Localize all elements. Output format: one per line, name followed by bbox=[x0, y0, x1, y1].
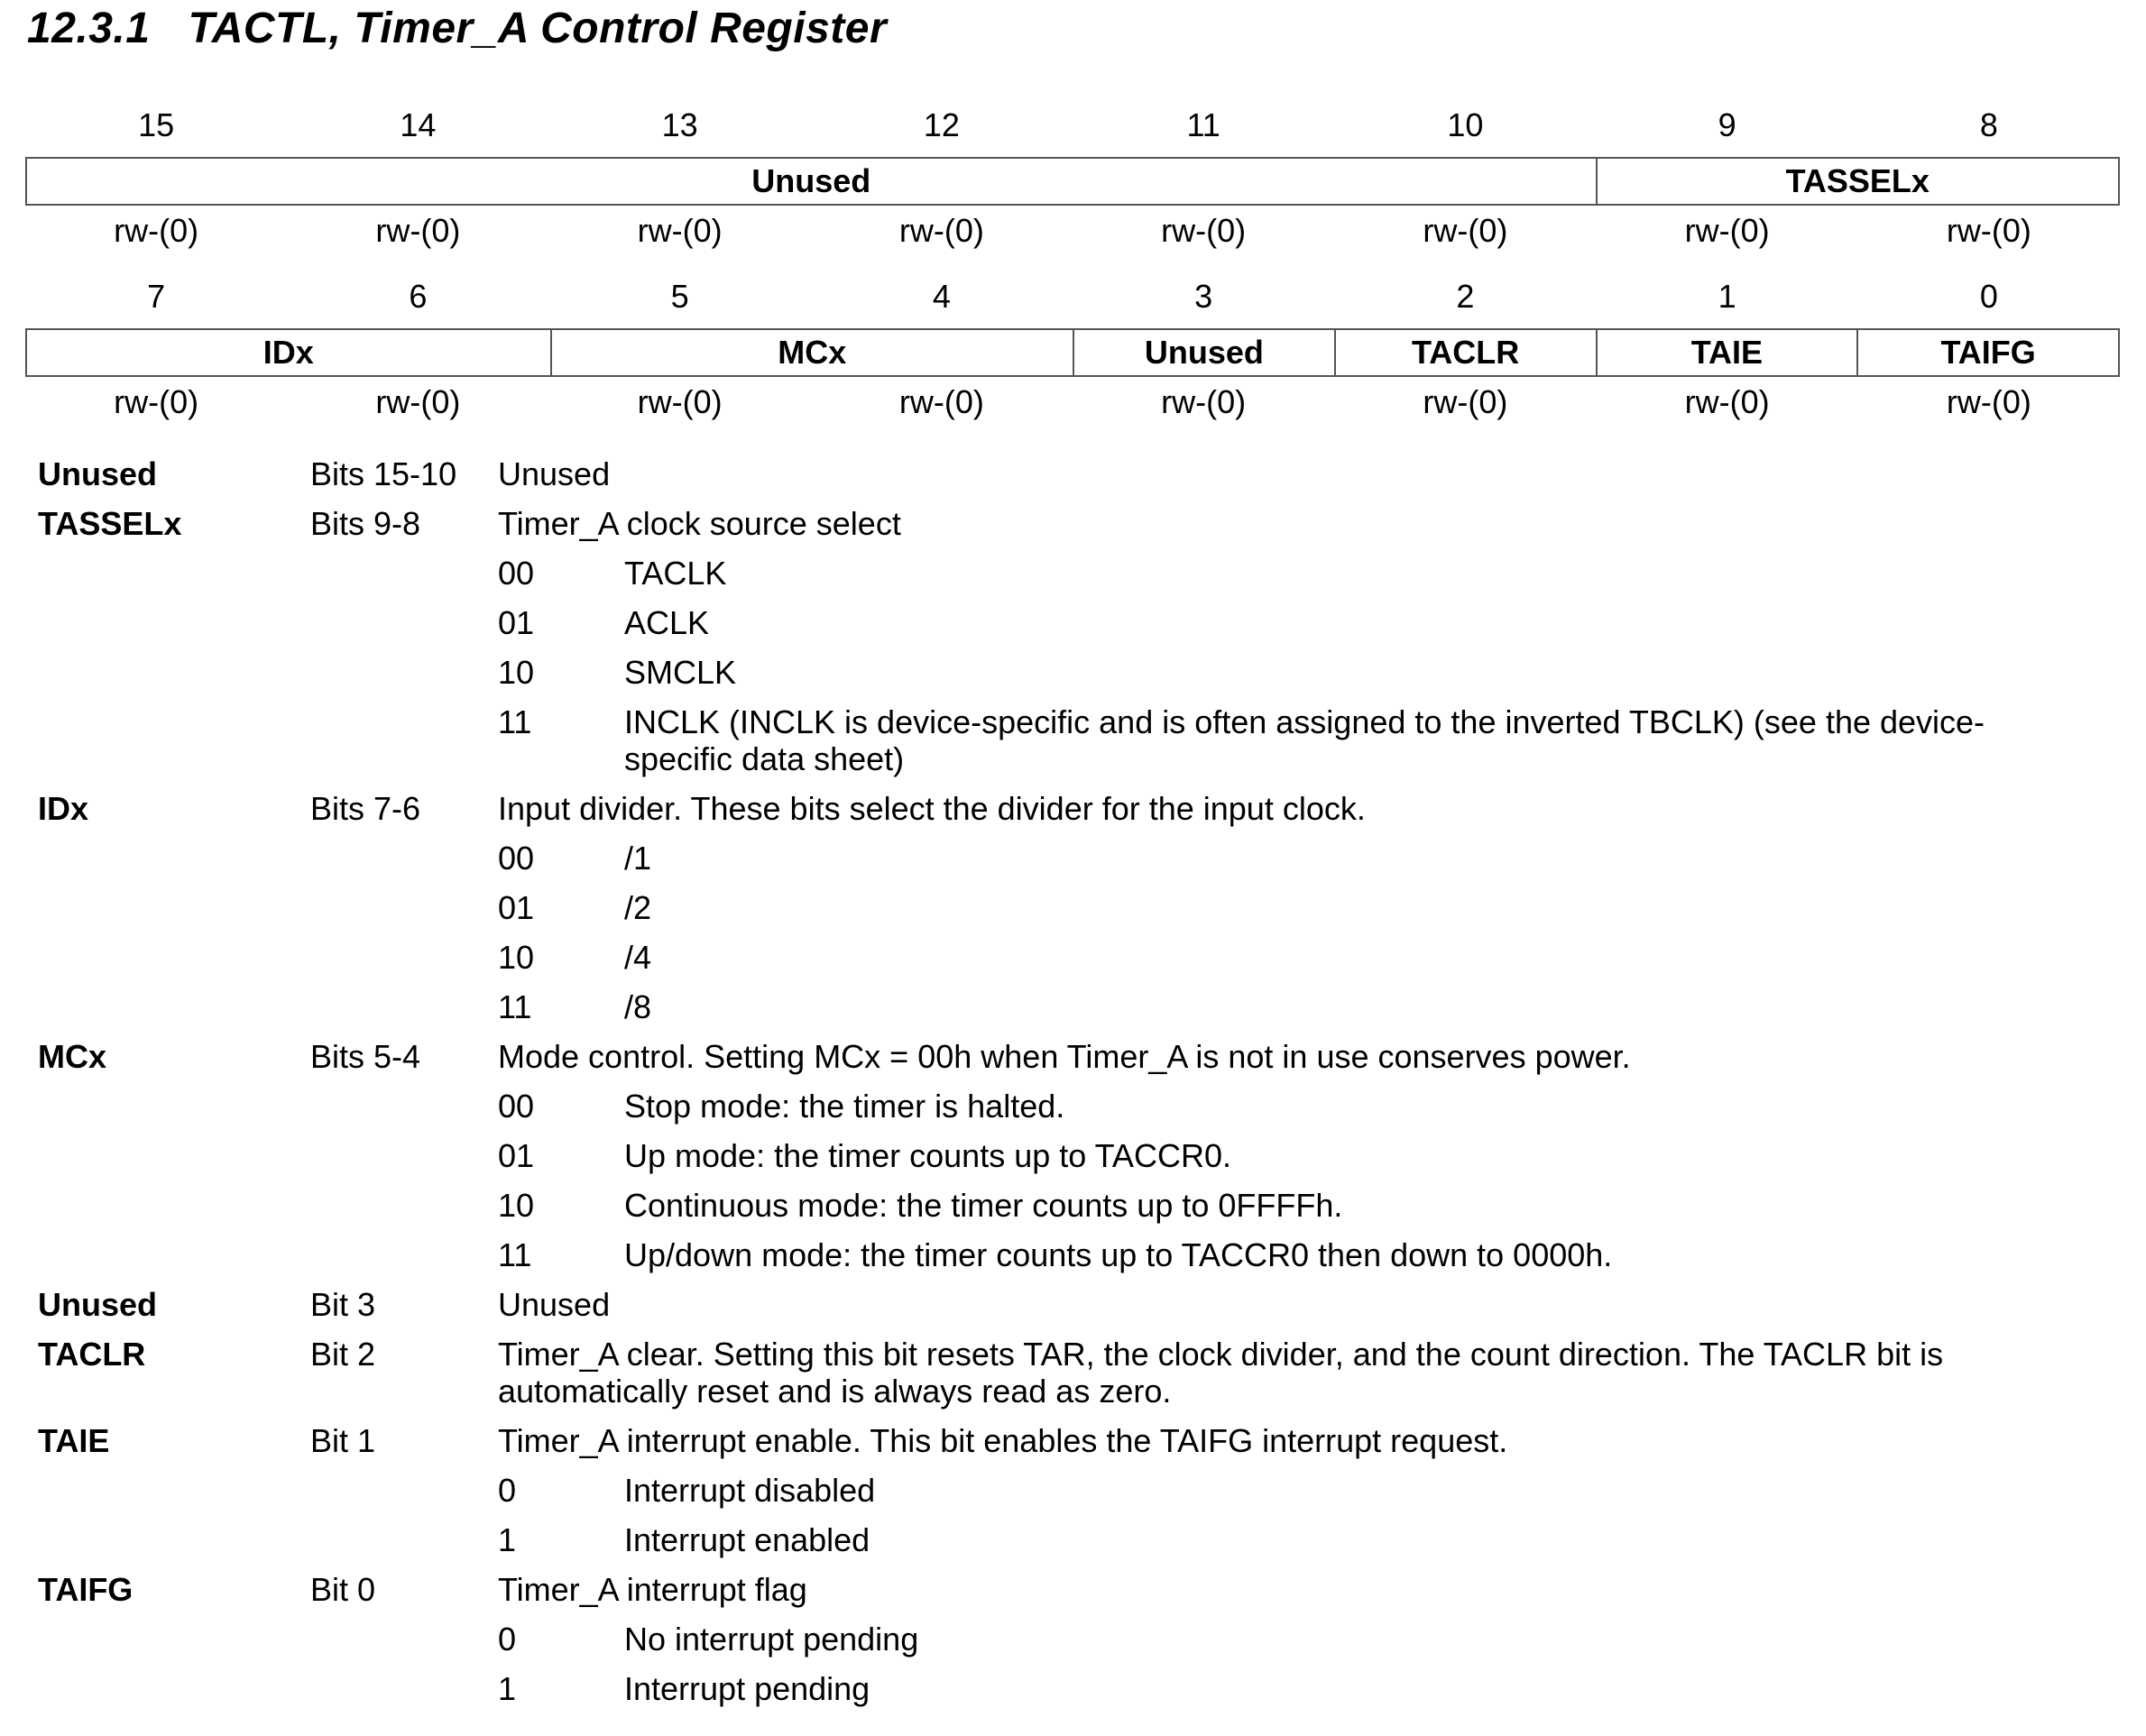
option-text: Up mode: the timer counts up to TACCR0. bbox=[624, 1137, 1231, 1174]
field-description-text: Input divider. These bits select the divider for the input clock. bbox=[498, 790, 1366, 827]
bit-number: 1 bbox=[1718, 278, 1736, 315]
field-option bbox=[498, 654, 2113, 691]
bit-number: 15 bbox=[138, 106, 175, 143]
access-type: rw-(0) bbox=[637, 212, 723, 249]
option-text: Up/down mode: the timer counts up to TACCR0 then down to 0000h. bbox=[624, 1236, 1613, 1273]
access-type: rw-(0) bbox=[1423, 212, 1508, 249]
section-title: TACTL, Timer_A Control Register bbox=[188, 5, 888, 52]
field-description-text: Timer_A clear. Setting this bit resets TAR, the clock divider, and the count direction. The TACLR bit is automatically reset and is always read as zero. bbox=[498, 1336, 1944, 1410]
field-option bbox=[498, 1236, 2113, 1273]
access-type: rw-(0) bbox=[1161, 383, 1247, 420]
field-description-body bbox=[498, 1571, 2113, 1707]
option-code: 1 bbox=[498, 1521, 517, 1558]
field-name: TAIE bbox=[38, 1422, 110, 1459]
bit-number: 4 bbox=[932, 278, 951, 315]
field-description bbox=[38, 455, 2113, 492]
field-description-body bbox=[498, 455, 2113, 492]
field-description bbox=[38, 1286, 2113, 1323]
field-description bbox=[38, 505, 2113, 777]
field-bits: Bits 5-4 bbox=[310, 1038, 421, 1075]
bit-number: 7 bbox=[147, 278, 166, 315]
option-code: 0 bbox=[498, 1621, 517, 1658]
field-option bbox=[498, 1187, 2113, 1224]
access-type: rw-(0) bbox=[1946, 383, 2031, 420]
field-description bbox=[38, 1038, 2113, 1273]
option-code: 1 bbox=[498, 1670, 517, 1707]
option-text: INCLK (INCLK is device-specific and is often assigned to the inverted TBCLK) (see the device-specific data sheet) bbox=[624, 703, 1985, 777]
option-code: 10 bbox=[498, 1187, 535, 1224]
register-field-cell: TASSELx bbox=[1596, 159, 2119, 204]
access-type: rw-(0) bbox=[1946, 212, 2031, 249]
option-code: 01 bbox=[498, 604, 535, 641]
field-option bbox=[498, 1670, 2113, 1707]
register-diagram-high-byte bbox=[25, 97, 2120, 254]
option-code: 01 bbox=[498, 889, 535, 926]
register-field-cell: MCx bbox=[550, 330, 1073, 375]
option-code: 00 bbox=[498, 840, 535, 877]
register-field-cell: TAIFG bbox=[1856, 330, 2118, 375]
option-text: /1 bbox=[624, 840, 652, 877]
section-heading bbox=[27, 4, 887, 53]
access-type: rw-(0) bbox=[898, 212, 984, 249]
field-option bbox=[498, 988, 2113, 1025]
field-name: TAIFG bbox=[38, 1571, 134, 1608]
field-option bbox=[498, 1521, 2113, 1558]
field-name: Unused bbox=[38, 1286, 158, 1323]
option-text: /8 bbox=[624, 988, 652, 1025]
bit-number: 5 bbox=[670, 278, 689, 315]
register-field-cell: TAIE bbox=[1596, 330, 1857, 375]
field-name: TASSELx bbox=[38, 505, 182, 542]
bit-number: 10 bbox=[1447, 106, 1484, 143]
bit-number: 0 bbox=[1979, 278, 1998, 315]
bit-number: 14 bbox=[400, 106, 437, 143]
field-bits: Bit 2 bbox=[310, 1336, 376, 1373]
field-description-text: Timer_A interrupt flag bbox=[498, 1571, 807, 1608]
register-field-row bbox=[25, 157, 2120, 206]
field-option bbox=[498, 1137, 2113, 1174]
option-code: 00 bbox=[498, 1088, 535, 1125]
field-option bbox=[498, 1621, 2113, 1658]
option-code: 11 bbox=[498, 1236, 532, 1273]
option-code: 10 bbox=[498, 939, 535, 976]
bit-number-row bbox=[25, 269, 2120, 316]
field-bits: Bits 15-10 bbox=[310, 455, 457, 492]
register-field-row bbox=[25, 328, 2120, 377]
access-type: rw-(0) bbox=[375, 212, 461, 249]
field-description bbox=[38, 1422, 2113, 1558]
field-option bbox=[498, 889, 2113, 926]
option-text: ACLK bbox=[624, 604, 710, 641]
field-description-body bbox=[498, 1038, 2113, 1273]
field-description-text: Unused bbox=[498, 455, 611, 492]
field-description-body bbox=[498, 505, 2113, 777]
field-description bbox=[38, 790, 2113, 1025]
access-type: rw-(0) bbox=[1684, 383, 1770, 420]
field-option bbox=[498, 1088, 2113, 1125]
bit-number: 13 bbox=[661, 106, 698, 143]
option-code: 10 bbox=[498, 654, 535, 691]
field-descriptions bbox=[38, 455, 2113, 1720]
option-code: 11 bbox=[498, 703, 532, 740]
field-name: MCx bbox=[38, 1038, 107, 1075]
field-description-text: Timer_A clock source select bbox=[498, 505, 901, 542]
option-text: TACLK bbox=[624, 555, 727, 592]
field-option bbox=[498, 703, 2113, 777]
register-field-cell: Unused bbox=[751, 162, 871, 199]
bit-number: 6 bbox=[409, 278, 428, 315]
access-type: rw-(0) bbox=[114, 383, 199, 420]
bit-number-row bbox=[25, 97, 2120, 144]
register-field-cell: TACLR bbox=[1334, 330, 1596, 375]
register-field-cell: Unused bbox=[1073, 330, 1334, 375]
option-text: SMCLK bbox=[624, 654, 737, 691]
field-description-body bbox=[498, 1422, 2113, 1558]
option-text: Interrupt pending bbox=[624, 1670, 870, 1707]
access-type-row bbox=[25, 379, 2120, 426]
field-description-body bbox=[498, 790, 2113, 1025]
access-type: rw-(0) bbox=[898, 383, 984, 420]
field-option bbox=[498, 939, 2113, 976]
access-type: rw-(0) bbox=[1684, 212, 1770, 249]
option-text: /2 bbox=[624, 889, 652, 926]
field-description-text: Timer_A interrupt enable. This bit enables the TAIFG interrupt request. bbox=[498, 1422, 1508, 1459]
field-option bbox=[498, 555, 2113, 592]
bit-number: 8 bbox=[1979, 106, 1998, 143]
register-diagram-low-byte bbox=[25, 269, 2120, 426]
field-name: TACLR bbox=[38, 1336, 146, 1373]
option-text: /4 bbox=[624, 939, 652, 976]
option-code: 00 bbox=[498, 555, 535, 592]
option-code: 01 bbox=[498, 1137, 535, 1174]
field-bits: Bits 7-6 bbox=[310, 790, 421, 827]
field-description-body bbox=[498, 1286, 2113, 1323]
bit-number: 2 bbox=[1456, 278, 1475, 315]
option-code: 11 bbox=[498, 988, 532, 1025]
bit-number: 3 bbox=[1194, 278, 1213, 315]
field-bits: Bit 3 bbox=[310, 1286, 376, 1323]
field-description-text: Unused bbox=[498, 1286, 611, 1323]
option-text: Interrupt disabled bbox=[624, 1472, 876, 1509]
field-bits: Bits 9-8 bbox=[310, 505, 421, 542]
option-text: No interrupt pending bbox=[624, 1621, 919, 1658]
field-description bbox=[38, 1336, 2113, 1410]
section-number: 12.3.1 bbox=[27, 5, 151, 52]
option-code: 0 bbox=[498, 1472, 517, 1509]
field-description-body bbox=[498, 1336, 2113, 1410]
bit-number: 9 bbox=[1718, 106, 1736, 143]
access-type: rw-(0) bbox=[637, 383, 723, 420]
field-name: Unused bbox=[38, 455, 158, 492]
access-type: rw-(0) bbox=[1423, 383, 1508, 420]
field-description-text: Mode control. Setting MCx = 00h when Timer_A is not in use conserves power. bbox=[498, 1038, 1631, 1075]
bit-number: 12 bbox=[923, 106, 960, 143]
field-bits: Bit 1 bbox=[310, 1422, 376, 1459]
field-bits: Bit 0 bbox=[310, 1571, 376, 1608]
bit-number: 11 bbox=[1186, 106, 1220, 143]
field-option bbox=[498, 604, 2113, 641]
field-option bbox=[498, 1472, 2113, 1509]
option-text: Continuous mode: the timer counts up to 0FFFFh. bbox=[624, 1187, 1343, 1224]
option-text: Stop mode: the timer is halted. bbox=[624, 1088, 1065, 1125]
field-name: IDx bbox=[38, 790, 89, 827]
access-type: rw-(0) bbox=[114, 212, 199, 249]
access-type: rw-(0) bbox=[375, 383, 461, 420]
register-field-cell: IDx bbox=[262, 334, 314, 371]
field-description bbox=[38, 1571, 2113, 1707]
field-option bbox=[498, 840, 2113, 877]
access-type-row bbox=[25, 207, 2120, 254]
access-type: rw-(0) bbox=[1161, 212, 1247, 249]
option-text: Interrupt enabled bbox=[624, 1521, 870, 1558]
